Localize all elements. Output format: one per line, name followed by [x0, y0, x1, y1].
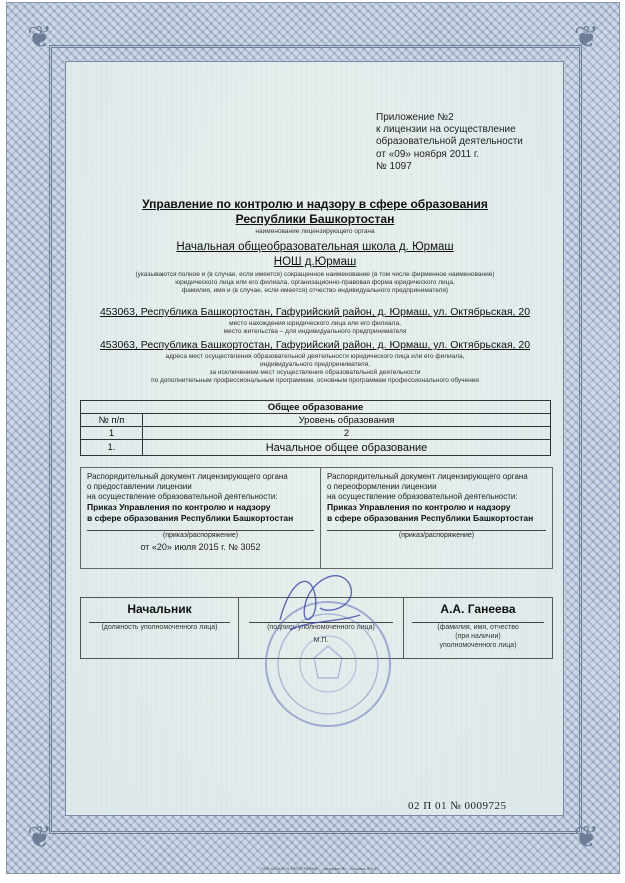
reissue-document: [321, 468, 552, 568]
column-header: Уровень образования: [143, 414, 551, 427]
section-title: Общее образование: [81, 401, 551, 414]
doc-bold-line: Приказ Управления по контролю и надзору: [327, 502, 511, 512]
caption-line: юридического лица или его филиала, организационно-правовая форма юридического лица,: [175, 279, 455, 286]
handwritten-signature-icon: [270, 560, 370, 640]
caption-line: (указываются полное и (в случае, если имеется) сокращенное наименование (в том числе фирменное наименование): [135, 271, 495, 278]
table-row: [81, 401, 551, 414]
row-number: 1.: [81, 440, 143, 456]
location-address: 453063, Республика Башкортостан, Гафурийский район, д. Юрмаш, ул. Октябрьская, 20: [99, 306, 531, 318]
education-levels-table: [80, 400, 551, 456]
location-caption: [90, 320, 540, 336]
caption-line: фамилия, имя и (в случае, если имеется) отчество индивидуального предпринимателя): [181, 287, 449, 294]
caption-line: по дополнительным профессиональным программам, основным программам профессионального обучения: [151, 377, 479, 384]
doc-caption: (приказ/распоряжение): [327, 530, 546, 541]
doc-line: Распорядительный документ лицензирующего органа: [87, 472, 288, 481]
position-caption: (должность уполномоченного лица): [89, 622, 230, 632]
annex-line: к лицензии на осуществление: [376, 124, 516, 136]
doc-bold-line: Приказ Управления по контролю и надзору: [87, 502, 271, 512]
column-number: 2: [143, 427, 551, 440]
official-position: Начальник: [127, 602, 192, 616]
doc-order-title: [87, 502, 314, 513]
grant-document: [81, 468, 321, 568]
column-number: 1: [81, 427, 143, 440]
official-position-cell: [81, 598, 239, 658]
education-level: Начальное общее образование: [143, 440, 551, 456]
caption-line: адреса мест осуществления образовательной деятельности юридического лица или его филиала,: [165, 353, 465, 360]
doc-caption: (приказ/распоряжение): [87, 530, 314, 541]
doc-line: на осуществление образовательной деятельности:: [87, 492, 278, 501]
administrative-documents: [80, 467, 553, 569]
organ-line: Управление по контролю и надзору в сфере образования: [142, 197, 488, 211]
activity-address: 453063, Республика Башкортостан, Гафурийский район, д. Юрмаш, ул. Октябрьская, 20: [99, 339, 531, 351]
doc-line: о предоставлении лицензии: [87, 482, 192, 491]
annex-line: образовательной деятельности: [376, 136, 523, 148]
column-header: № п/п: [81, 414, 143, 427]
official-name: А.А. Ганеева: [440, 602, 516, 616]
official-name-cell: [404, 598, 552, 658]
annex-line: от «09» ноября 2011 г.: [376, 148, 480, 160]
licensing-organ: [100, 197, 530, 227]
doc-date-number: от «20» июля 2015 г. № 3052: [140, 542, 261, 552]
annex-line: Приложение №2: [376, 112, 454, 123]
name-caption: [412, 622, 544, 650]
doc-line: Распорядительный документ лицензирующего органа: [327, 472, 528, 481]
table-row: [81, 440, 551, 456]
corner-ornament-icon: ❦: [27, 20, 53, 55]
corner-ornament-icon: ❦: [27, 820, 53, 855]
caption-line: (при наличии): [455, 633, 501, 640]
caption-line: за исключением мест осуществления образовательной деятельности: [209, 369, 421, 376]
caption-line: место жительства – для индивидуального предпринимателя: [223, 328, 407, 335]
licensee-full-name: Начальная общеобразовательная школа д. Юрмаш: [176, 241, 454, 253]
corner-ornament-icon: ❦: [573, 20, 599, 55]
table-row: [81, 427, 551, 440]
annex-reference: [376, 112, 523, 173]
doc-order-title: [327, 513, 546, 524]
doc-bold-line: в сфере образования Республики Башкортостан: [87, 513, 294, 523]
signature-caption: (подпись уполномоченного лица): [249, 622, 393, 632]
table-row: [81, 414, 551, 427]
annex-line: № 1097: [376, 160, 412, 172]
doc-order-title: [87, 513, 314, 524]
organ-caption: наименование лицензирующего органа: [255, 228, 375, 235]
licensee-caption: [90, 271, 540, 295]
doc-line: о переоформлении лицензии: [327, 482, 437, 491]
form-serial-number: 02 П 01 № 0009725: [408, 800, 507, 812]
caption-line: место нахождения юридического лица или его филиала,: [229, 320, 401, 327]
licensee-short-name: НОШ д.Юрмаш: [273, 256, 357, 268]
doc-bold-line: в сфере образования Республики Башкортостан: [327, 513, 534, 523]
caption-line: индивидуального предпринимателя,: [259, 361, 371, 368]
caption-line: (фамилия, имя, отчество: [437, 624, 519, 631]
stamp-place-label: М.П.: [313, 637, 329, 644]
corner-ornament-icon: ❦: [573, 820, 599, 855]
doc-line: на осуществление образовательной деятельности:: [327, 492, 518, 501]
organ-line: Республики Башкортостан: [235, 212, 395, 226]
activity-caption: [80, 353, 550, 385]
caption-line: уполномоченного лица): [439, 642, 517, 649]
printer-footer: ОПЕЧАТАНО В ТИПОГРАФИИ ... лицензия № ... Москва, 2014 г.: [260, 866, 380, 871]
doc-order-title: [327, 502, 546, 513]
